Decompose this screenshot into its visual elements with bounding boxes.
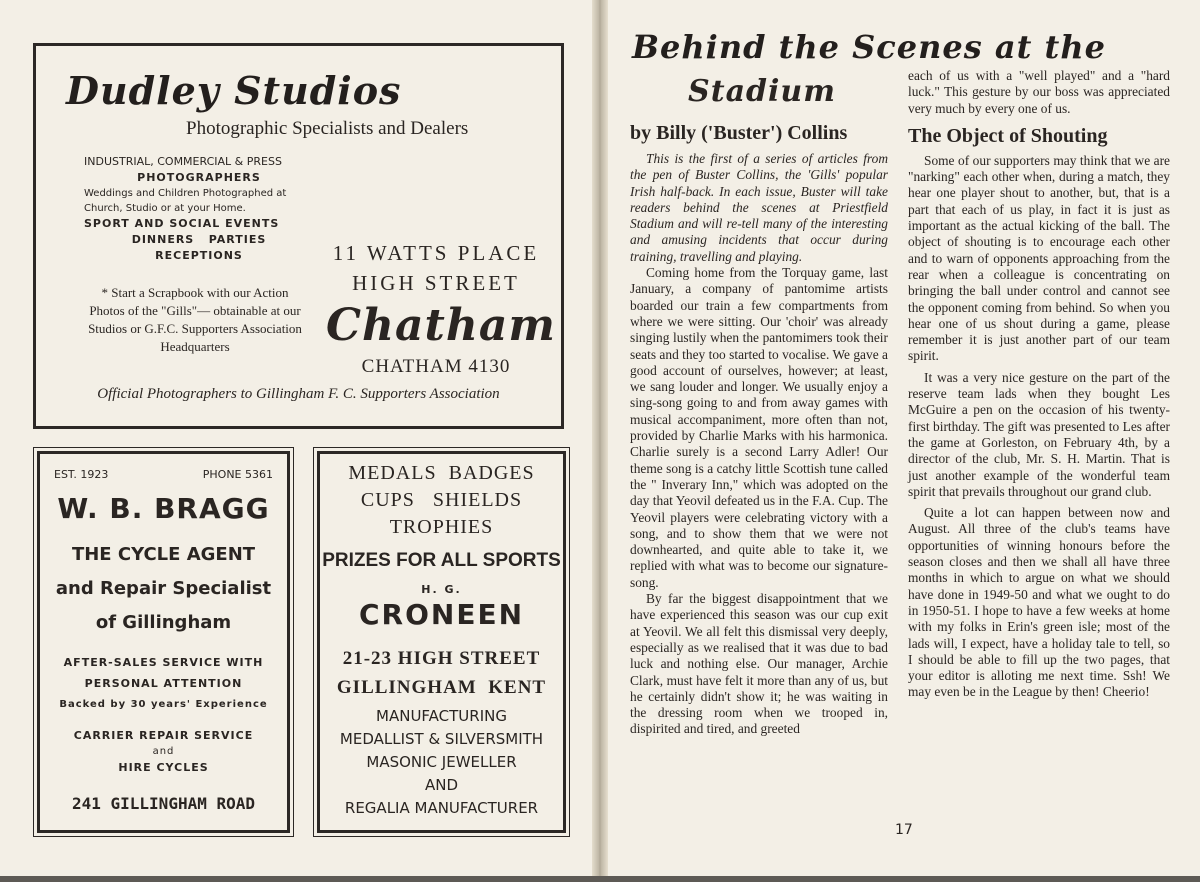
dudley-services bbox=[84, 154, 314, 264]
medals-line-1: MEDALS BADGES bbox=[348, 462, 535, 484]
croneen-advert bbox=[317, 451, 566, 833]
prizes-line: PRIZES FOR ALL SPORTS bbox=[322, 550, 561, 571]
scrapbook-note: * Start a Scrapbook with our Action Photos of the "Gills"— obtainable at our Studios or G.F.C. Supporters Association Headquarters bbox=[88, 285, 302, 354]
address-line-1: 11 WATTS PLACE bbox=[332, 241, 540, 265]
dudley-subtitle: Photographic Specialists and Dealers bbox=[186, 118, 469, 139]
article-paragraph-2: By far the biggest disappointment that we have experienced this season was our cup exit at Yeovil. We all felt this dismissal very deeply, especially as we realised that it was due to bad luck and nothing else. Our manager, Archie Clark, must have felt it more than any of us, but he certainly didn't show it; he was waiting in the dressing room when we trooped in, dispirited and tired, and greeted bbox=[630, 591, 888, 737]
after-sales bbox=[40, 652, 287, 715]
events-line-1: SPORT AND SOCIAL EVENTS bbox=[84, 217, 280, 230]
phone-number: CHATHAM 4130 bbox=[361, 356, 511, 377]
bragg-header bbox=[54, 468, 273, 481]
after-sales-1: AFTER-SALES SERVICE WITH bbox=[63, 656, 264, 669]
medals-line-2: CUPS SHIELDS bbox=[360, 489, 523, 511]
croneen-address-1: 21-23 HIGH STREET bbox=[342, 648, 541, 669]
bragg-line-1: THE CYCLE AGENT bbox=[71, 544, 256, 565]
croneen-address bbox=[320, 644, 563, 702]
manu-line-3: MASONIC JEWELLER bbox=[366, 753, 517, 771]
carrier-3: HIRE CYCLES bbox=[118, 761, 209, 774]
services-line-2: PHOTOGRAPHERS bbox=[137, 171, 261, 184]
services-line-1: INDUSTRIAL, COMMERCIAL & PRESS bbox=[84, 155, 282, 168]
after-sales-2: PERSONAL ATTENTION bbox=[84, 677, 243, 690]
address-line-2: HIGH STREET bbox=[352, 271, 520, 295]
left-page bbox=[0, 0, 596, 882]
bragg-line-2: and Repair Specialist bbox=[55, 578, 272, 599]
medals-line-3: TROPHIES bbox=[389, 516, 494, 538]
dudley-studios-advert bbox=[33, 43, 564, 429]
article-paragraph-3: Some of our supporters may think that we are "narking" each other when, during a match, they hear one player shout to another, but, that is a part that each of us play, in fact it is just as important as the actual kicking of the ball. The object of shouting is to encourage each other and to warn of opponents approaching from the rear when a colleague is concentrating on bringing the ball under control and cannot see the opponent coming from behind. So when you hear one of us shout during a game, please remember it is just another part of our team spirit. bbox=[908, 152, 1170, 364]
article-column-2 bbox=[908, 68, 1170, 701]
events-line-3: RECEPTIONS bbox=[155, 249, 243, 262]
manu-line-2: MEDALLIST & SILVERSMITH bbox=[339, 730, 544, 748]
weddings-line-1: Weddings and Children Photographed at bbox=[84, 188, 287, 199]
article-paragraph-4: It was a very nice gesture on the part of the reserve team lads when they bought Les McGuire a pen on the occasion of his twenty-first birthday. The gift was presented to Les after the game at Gorleston, on February 4th, by a director of the club, Mr. S. H. Martin. That is just another example of the wonderful team spirit that prevails throughout our grand club. bbox=[908, 369, 1170, 499]
carrier-1: CARRIER REPAIR SERVICE bbox=[73, 729, 254, 742]
carrier-2: and bbox=[152, 746, 175, 757]
croneen-manufacturing bbox=[320, 705, 563, 820]
carrier-service bbox=[40, 728, 287, 776]
bragg-road: 241 GILLINGHAM ROAD bbox=[71, 794, 256, 813]
bragg-phone: PHONE 5361 bbox=[202, 468, 273, 481]
article-byline: by Billy ('Buster') Collins bbox=[630, 122, 848, 144]
table-edge bbox=[0, 876, 1200, 882]
croneen-products bbox=[320, 460, 563, 541]
dudley-address bbox=[326, 238, 556, 378]
croneen-address-2: GILLINGHAM KENT bbox=[336, 677, 547, 698]
croneen-initials: H. G. bbox=[421, 583, 462, 596]
bragg-advert bbox=[37, 451, 290, 833]
bragg-name: W. B. BRAGG bbox=[57, 492, 270, 525]
croneen-name: CRONEEN bbox=[358, 598, 525, 631]
bragg-line-3: of Gillingham bbox=[95, 612, 232, 633]
page-number: 17 bbox=[895, 822, 913, 838]
article-paragraph-5: Quite a lot can happen between now and August. All three of the club's teams have opportunities of winning honours before the season closes and then we shall all have three months in which to argue on what we should have done in 1949-50 and what we ought to do in 1950-51. I hope to have a few weeks at home with my folks in Erin's green isle; most of the lads will, I expect, have a holiday tale to tell, so I should be able to fill up the two pages, that your editor is alloting me next time. Ssh! We may even be in the League by then! Cheerio! bbox=[908, 505, 1170, 700]
article-title-line-1: Behind the Scenes at the bbox=[632, 28, 1106, 66]
article-paragraph-2-continued: each of us with a "well played" and a "hard luck." This gesture by our boss was appreciated very much by every one of us. bbox=[908, 68, 1170, 116]
est-year: EST. 1923 bbox=[54, 468, 109, 481]
backed-by: Backed by 30 years' Experience bbox=[59, 699, 268, 710]
bragg-title bbox=[40, 538, 287, 640]
city-name: Chatham bbox=[326, 300, 556, 351]
official-photographers: Official Photographers to Gillingham F. C. Supporters Association bbox=[97, 386, 500, 402]
manu-line-4: AND bbox=[424, 776, 459, 794]
weddings-line-2: Church, Studio or at your Home. bbox=[84, 203, 246, 214]
article-paragraph-1: Coming home from the Torquay game, last January, a company of pantomime artists boarded our train a few compartments from where we were sitting. Our 'choir' was already singing lustily when the pantomimers took their seats and they too started to vocalise. We gave a good account of ourselves, however; at least, we sang louder and longer. We usually enjoy a sing-song going to and from away games with musical accompaniment, more often than not, provided by Charlie Marks with his harmonica. Charlie surely is a second Larry Adler! Our theme song is a catchy little Scottish tune called the " Inverary Inn," which was adopted on the day that Yeovil defeated us in the F.A. Cup. The Yeovil players were celebrating victory with a song, and to show them that we were not downhearted, and quite able to take it, we replied with what was to become our signature-song. bbox=[630, 265, 888, 590]
article-column-1 bbox=[630, 151, 888, 738]
book-gutter bbox=[592, 0, 608, 882]
dudley-studios-name: Dudley Studios bbox=[66, 68, 402, 113]
manu-line-1: MANUFACTURING bbox=[376, 707, 507, 725]
article-intro: This is the first of a series of articles from the pen of Buster Collins, the 'Gills' popular Irish half-back. In each issue, Buster will take readers behind the scenes at Priestfield Stadium and will re-tell many of the interesting and amusing incidents that occur during training, travelling and playing. bbox=[630, 151, 888, 264]
events-line-2: DINNERS PARTIES bbox=[131, 233, 267, 246]
manu-line-5: REGALIA MANUFACTURER bbox=[344, 799, 539, 817]
article-title-line-2: Stadium bbox=[688, 74, 836, 109]
article-subheading: The Object of Shouting bbox=[908, 124, 1108, 147]
